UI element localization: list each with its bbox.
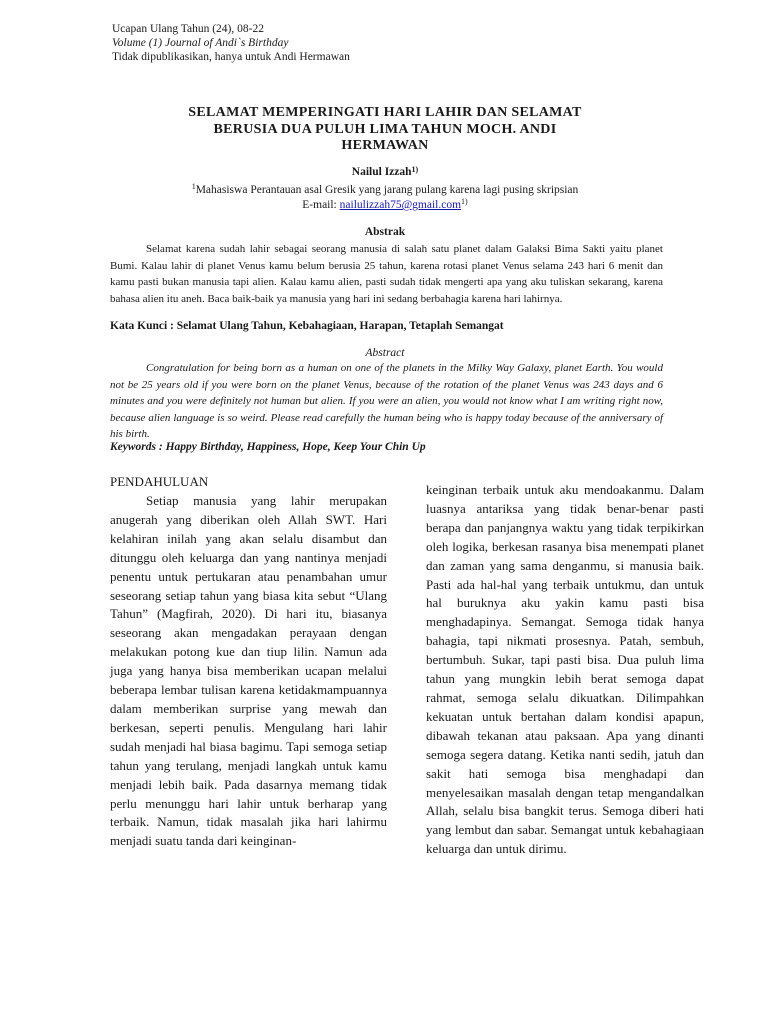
abstrak-text: Selamat karena sudah lahir sebagai seorang manusia di salah satu planet dalam Galaksi Bima Sakti yaitu planet Bumi. Kalau lahir di planet Venus kamu belum berusia 25 tahun, karena rotasi planet Venus selama 243 hari 6 menit dan kamu pasti bukan manusia tapi alien. Kalau kamu alien, pasti sudah tidak mengerti apa yang aku tuliskan sekarang, karena bahasa alien itu aneh. Baca baik-baik ya manusia yang hari ini sedang berbahagia karena hari lahirnya.: [110, 243, 663, 305]
header-line-2: Volume (1) Journal of Andi`s Birthday: [112, 37, 289, 49]
paper-title: [110, 105, 660, 155]
keywords: Keywords : Happy Birthday, Happiness, Hope, Keep Your Chin Up: [110, 441, 426, 453]
abstrak-heading: Abstrak: [364, 226, 406, 238]
header-line-3: Tidak dipublikasikan, hanya untuk Andi Hermawan: [112, 51, 350, 63]
email-label: E-mail:: [302, 199, 340, 211]
affiliation-sup: 1: [191, 182, 196, 191]
section-heading: PENDAHULUAN: [110, 474, 209, 489]
author-sup: 1): [411, 165, 419, 174]
title-line-2: BERUSIA DUA PULUH LIMA TAHUN MOCH. ANDI: [213, 121, 557, 137]
body-column-right: keinginan terbaik untuk aku mendoakanmu. Dalam luasnya antariksa yang tidak benar-benar pasti berapa dan panjangnya waktu yang tidak terpikirkan oleh logika, berkesan rasanya bisa menempati planet dan zaman yang sama denganmu, si manusia baik. Pasti ada hal-hal yang terbaik untukmu, dan untuk hal buruknya aku yakin kamu pasti bisa menghadapinya. Semangat. Semoga tidak hanya bahagia, tapi nikmati prosesnya. Patah, sembuh, bertumbuh. Sukar, tapi pasti bisa. Dua puluh lima tahun yang mungkin lebih berat semoga dapat rahmat, semoga selalu dikuatkan. Dilimpahkan kekuatan untuk bertahan dalam kondisi apapun, dibawah tekanan atau paksaan. Apa yang dinanti semoga segera datang. Ketika nanti sedih, jatuh dan sakit hati semoga bisa menghadapi dan menyelesaikan masalah dengan tetap mengandalkan Allah, selalu bisa bangkit terus. Semoga diberi hati yang lembut dan sabar. Semangat untuk kebahagiaan keluarga dan untuk dirimu.: [426, 482, 704, 857]
title-line-1: SELAMAT MEMPERINGATI HARI LAHIR DAN SELAMAT: [188, 105, 582, 120]
affiliation-text: Mahasiswa Perantauan asal Gresik yang jarang pulang karena lagi pusing skripsian: [195, 184, 579, 196]
author: [110, 166, 660, 178]
running-header: [112, 22, 350, 64]
title-line-3: HERMAWAN: [341, 138, 429, 153]
kata-kunci: Kata Kunci : Selamat Ulang Tahun, Kebahagiaan, Harapan, Tetaplah Semangat: [110, 320, 504, 332]
header-line-1: Ucapan Ulang Tahun (24), 08-22: [112, 23, 264, 35]
author-name: Nailul Izzah: [351, 166, 412, 178]
email-sup: 1): [461, 197, 468, 206]
body-column-left: Setiap manusia yang lahir merupakan anugerah yang diberikan oleh Allah SWT. Hari kelahiran inilah yang akan selalu disambut dan ditunggu oleh keluarga dan yang nantinya menjadi penentu untuk pertukaran atau penambahan umur seseorang setiap tahun yang biasa kita sebut “Ulang Tahun” (Magfirah, 2020). Di hari itu, biasanya seseorang akan mengadakan perayaan dengan melakukan potong kue dan tiup lilin. Namun ada juga yang hanya bisa memberikan ucapan melalui beberapa lembar tulisan karena ketidakmampuannya dalam memberikan surprise yang mewah dan berkesan, seperti penulis. Mengulang hari lahir sudah menjadi hal biasa bagimu. Tapi semoga setiap tahun yang terulang, menjadi langkah untuk kamu menjadi lebih baik. Pada dasarnya memang tidak perlu menunggu hari lahir untuk berharap yang terbaik. Namun, tidak masalah jika hari lahirmu menjadi suatu tanda dari keinginan-: [110, 493, 387, 849]
email-link[interactable]: nailulizzah75@gmail.com: [339, 199, 462, 211]
abstract-text: Congratulation for being born as a human on one of the planets in the Milky Way Galaxy, planet Earth. You would not be 25 years old if you were born on the planet Venus, because of the rotation of the planet Venus was 243 days and 6 minutes and you were definitely not human but alien. If you were an alien, you would not know what I am writing right now, because alien language is so weird. Please read carefully the human being who is happy today because of the anniversary of his birth.: [110, 362, 663, 440]
abstract-heading: Abstract: [365, 347, 405, 359]
affiliation: [110, 183, 660, 213]
